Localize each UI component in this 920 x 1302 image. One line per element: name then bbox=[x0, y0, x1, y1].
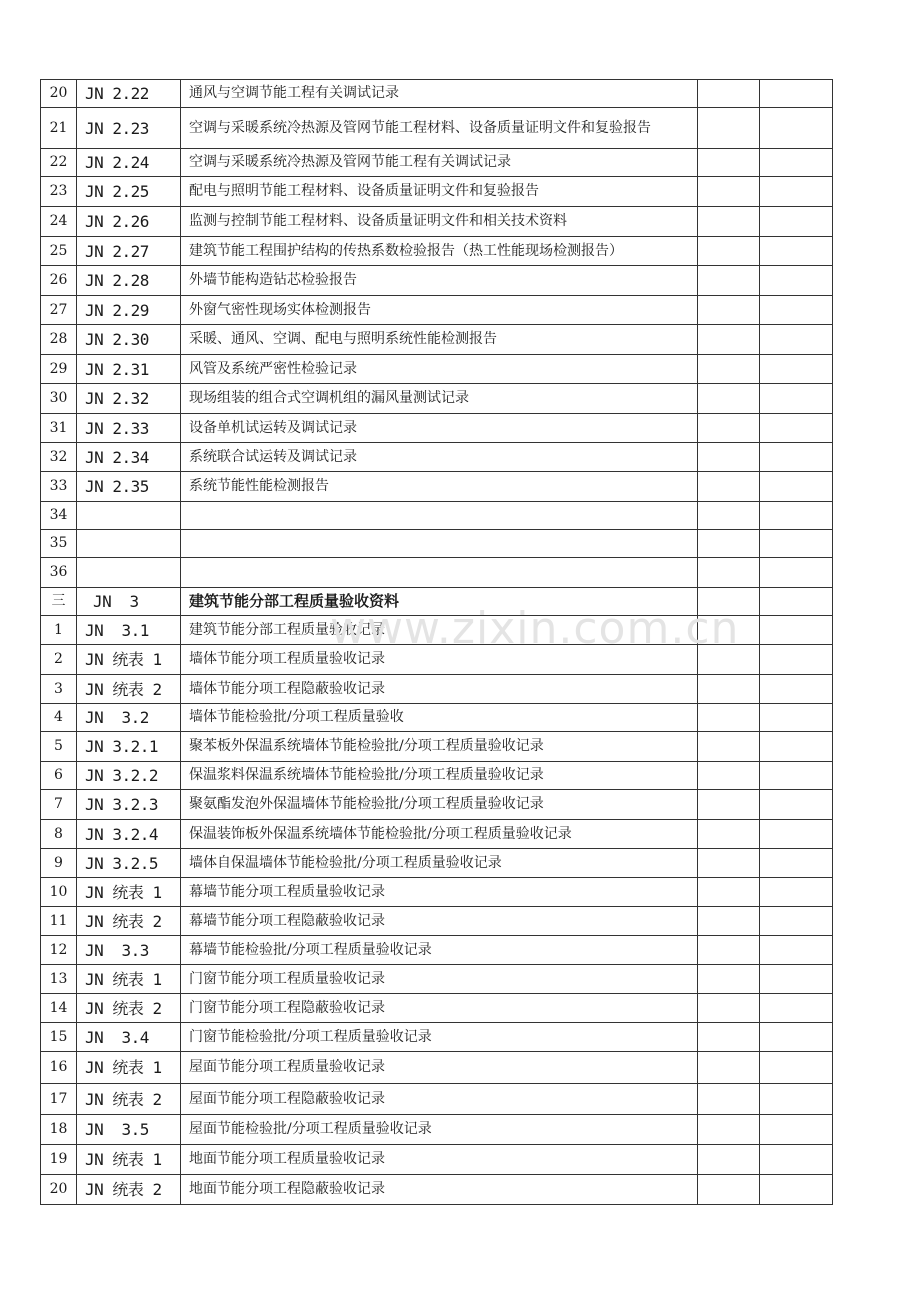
table-row bbox=[41, 1023, 833, 1052]
form-code: JN 2.28 bbox=[77, 266, 181, 296]
table-row bbox=[41, 149, 833, 177]
blank-cell bbox=[760, 207, 833, 237]
document-title: 外墙节能构造钻芯检验报告 bbox=[181, 266, 698, 296]
table-row bbox=[41, 1175, 833, 1205]
section-row bbox=[41, 588, 833, 616]
row-number: 5 bbox=[41, 732, 77, 762]
row-number: 11 bbox=[41, 907, 77, 936]
table-row bbox=[41, 266, 833, 296]
blank-cell bbox=[760, 1023, 833, 1052]
blank-cell bbox=[760, 325, 833, 355]
document-title: 墙体自保温墙体节能检验批/分项工程质量验收记录 bbox=[181, 849, 698, 878]
table-row bbox=[41, 790, 833, 820]
document-title: 墙体节能分项工程隐蔽验收记录 bbox=[181, 675, 698, 704]
table-row bbox=[41, 108, 833, 149]
blank-cell bbox=[760, 558, 833, 588]
document-title: 系统节能性能检测报告 bbox=[181, 472, 698, 502]
form-code: JN 3.2 bbox=[77, 704, 181, 732]
table-row bbox=[41, 645, 833, 675]
form-code: JN 3.2.3 bbox=[77, 790, 181, 820]
form-code: JN 3.2.1 bbox=[77, 732, 181, 762]
table-row bbox=[41, 1115, 833, 1145]
blank-cell bbox=[760, 732, 833, 762]
blank-cell bbox=[760, 296, 833, 325]
blank-cell bbox=[760, 530, 833, 558]
form-code: JN 统表 1 bbox=[77, 1052, 181, 1084]
blank-cell bbox=[698, 820, 760, 849]
blank-cell bbox=[698, 878, 760, 907]
row-number: 12 bbox=[41, 936, 77, 965]
row-number: 10 bbox=[41, 878, 77, 907]
document-title: 保温装饰板外保温系统墙体节能检验批/分项工程质量验收记录 bbox=[181, 820, 698, 849]
blank-cell bbox=[760, 588, 833, 616]
row-number: 32 bbox=[41, 443, 77, 472]
blank-cell bbox=[760, 1115, 833, 1145]
table-row bbox=[41, 704, 833, 732]
form-code: JN 统表 2 bbox=[77, 994, 181, 1023]
blank-cell bbox=[698, 645, 760, 675]
row-number: 31 bbox=[41, 414, 77, 443]
blank-cell bbox=[698, 177, 760, 207]
document-title bbox=[181, 530, 698, 558]
blank-cell bbox=[698, 936, 760, 965]
row-number: 22 bbox=[41, 149, 77, 177]
row-number: 13 bbox=[41, 965, 77, 994]
blank-cell bbox=[760, 1052, 833, 1084]
blank-cell bbox=[698, 384, 760, 414]
blank-cell bbox=[698, 207, 760, 237]
form-code: JN 3.1 bbox=[77, 616, 181, 645]
blank-cell bbox=[698, 588, 760, 616]
blank-cell bbox=[760, 994, 833, 1023]
document-title: 聚氨酯发泡外保温墙体节能检验批/分项工程质量验收记录 bbox=[181, 790, 698, 820]
blank-cell bbox=[698, 762, 760, 790]
table-row bbox=[41, 675, 833, 704]
blank-cell bbox=[760, 1084, 833, 1115]
row-number: 30 bbox=[41, 384, 77, 414]
document-title: 门窗节能分项工程隐蔽验收记录 bbox=[181, 994, 698, 1023]
blank-cell bbox=[760, 384, 833, 414]
blank-cell bbox=[698, 849, 760, 878]
row-number: 16 bbox=[41, 1052, 77, 1084]
table-row bbox=[41, 80, 833, 108]
blank-cell bbox=[760, 472, 833, 502]
row-number: 28 bbox=[41, 325, 77, 355]
form-code: JN 统表 1 bbox=[77, 1145, 181, 1175]
watermark: www.zixin.com.cn bbox=[330, 603, 740, 654]
document-table bbox=[40, 79, 833, 1205]
form-code: JN 2.27 bbox=[77, 237, 181, 266]
row-number: 24 bbox=[41, 207, 77, 237]
row-number: 20 bbox=[41, 1175, 77, 1205]
blank-cell bbox=[698, 530, 760, 558]
blank-cell bbox=[698, 907, 760, 936]
blank-cell bbox=[760, 502, 833, 530]
table-row bbox=[41, 1145, 833, 1175]
blank-cell bbox=[698, 108, 760, 149]
blank-cell bbox=[698, 80, 760, 108]
form-code: JN 2.23 bbox=[77, 108, 181, 149]
form-code: JN 统表 2 bbox=[77, 907, 181, 936]
form-code: JN 2.29 bbox=[77, 296, 181, 325]
form-code: JN 统表 2 bbox=[77, 1175, 181, 1205]
form-code: JN 统表 2 bbox=[77, 675, 181, 704]
row-number: 18 bbox=[41, 1115, 77, 1145]
row-number: 3 bbox=[41, 675, 77, 704]
table-row bbox=[41, 207, 833, 237]
form-code: JN 3.2.2 bbox=[77, 762, 181, 790]
document-title bbox=[181, 558, 698, 588]
form-code: JN 2.22 bbox=[77, 80, 181, 108]
document-title: 墙体节能分项工程质量验收记录 bbox=[181, 645, 698, 675]
blank-cell bbox=[760, 907, 833, 936]
blank-cell bbox=[698, 994, 760, 1023]
document-title: 采暖、通风、空调、配电与照明系统性能检测报告 bbox=[181, 325, 698, 355]
blank-cell bbox=[698, 1175, 760, 1205]
table-row bbox=[41, 820, 833, 849]
blank-cell bbox=[760, 762, 833, 790]
table-row bbox=[41, 732, 833, 762]
blank-cell bbox=[698, 325, 760, 355]
table-row bbox=[41, 878, 833, 907]
blank-cell bbox=[760, 878, 833, 907]
row-number: 27 bbox=[41, 296, 77, 325]
blank-cell bbox=[698, 443, 760, 472]
form-code: JN 统表 1 bbox=[77, 965, 181, 994]
row-number: 34 bbox=[41, 502, 77, 530]
document-title: 幕墙节能分项工程隐蔽验收记录 bbox=[181, 907, 698, 936]
document-title: 建筑节能分部工程质量验收资料 bbox=[181, 588, 698, 616]
form-code: JN 统表 2 bbox=[77, 1084, 181, 1115]
blank-cell bbox=[698, 732, 760, 762]
row-number: 29 bbox=[41, 355, 77, 384]
document-title: 建筑节能分部工程质量验收记录 bbox=[181, 616, 698, 645]
form-code: JN 统表 1 bbox=[77, 645, 181, 675]
table-row bbox=[41, 177, 833, 207]
document-title: 屋面节能分项工程质量验收记录 bbox=[181, 1052, 698, 1084]
blank-cell bbox=[760, 149, 833, 177]
table-row bbox=[41, 849, 833, 878]
row-number: 14 bbox=[41, 994, 77, 1023]
document-title: 聚苯板外保温系统墙体节能检验批/分项工程质量验收记录 bbox=[181, 732, 698, 762]
blank-cell bbox=[698, 237, 760, 266]
blank-cell bbox=[760, 177, 833, 207]
document-title: 门窗节能检验批/分项工程质量验收记录 bbox=[181, 1023, 698, 1052]
form-code: JN 3 bbox=[77, 588, 181, 616]
table-row bbox=[41, 936, 833, 965]
document-title: 空调与采暖系统冷热源及管网节能工程有关调试记录 bbox=[181, 149, 698, 177]
row-number: 4 bbox=[41, 704, 77, 732]
blank-cell bbox=[760, 414, 833, 443]
table-row bbox=[41, 762, 833, 790]
table-row bbox=[41, 384, 833, 414]
blank-cell bbox=[760, 645, 833, 675]
blank-cell bbox=[760, 237, 833, 266]
form-code: JN 3.4 bbox=[77, 1023, 181, 1052]
document-title: 系统联合试运转及调试记录 bbox=[181, 443, 698, 472]
table-row bbox=[41, 1084, 833, 1115]
table-row bbox=[41, 296, 833, 325]
form-code: JN 2.31 bbox=[77, 355, 181, 384]
form-code bbox=[77, 502, 181, 530]
row-number: 25 bbox=[41, 237, 77, 266]
form-code: JN 3.3 bbox=[77, 936, 181, 965]
form-code: JN 3.5 bbox=[77, 1115, 181, 1145]
table-row bbox=[41, 907, 833, 936]
blank-cell bbox=[698, 675, 760, 704]
row-number: 36 bbox=[41, 558, 77, 588]
document-title: 墙体节能检验批/分项工程质量验收 bbox=[181, 704, 698, 732]
blank-cell bbox=[760, 790, 833, 820]
form-code: JN 2.26 bbox=[77, 207, 181, 237]
document-title: 屋面节能检验批/分项工程质量验收记录 bbox=[181, 1115, 698, 1145]
form-code: JN 统表 1 bbox=[77, 878, 181, 907]
blank-cell bbox=[760, 80, 833, 108]
blank-cell bbox=[760, 266, 833, 296]
row-number: 20 bbox=[41, 80, 77, 108]
blank-cell bbox=[698, 472, 760, 502]
blank-cell bbox=[760, 443, 833, 472]
blank-cell bbox=[698, 266, 760, 296]
blank-cell bbox=[698, 502, 760, 530]
row-number: 17 bbox=[41, 1084, 77, 1115]
blank-cell bbox=[760, 965, 833, 994]
document-title: 配电与照明节能工程材料、设备质量证明文件和复验报告 bbox=[181, 177, 698, 207]
blank-cell bbox=[760, 1145, 833, 1175]
blank-cell bbox=[760, 616, 833, 645]
blank-cell bbox=[760, 675, 833, 704]
table-row bbox=[41, 616, 833, 645]
table-row bbox=[41, 965, 833, 994]
form-code bbox=[77, 530, 181, 558]
document-title: 屋面节能分项工程隐蔽验收记录 bbox=[181, 1084, 698, 1115]
blank-cell bbox=[698, 704, 760, 732]
form-code: JN 2.34 bbox=[77, 443, 181, 472]
blank-cell bbox=[760, 1175, 833, 1205]
blank-cell bbox=[760, 108, 833, 149]
blank-cell bbox=[760, 704, 833, 732]
table-row bbox=[41, 1052, 833, 1084]
table-row bbox=[41, 443, 833, 472]
blank-cell bbox=[760, 820, 833, 849]
row-number: 21 bbox=[41, 108, 77, 149]
row-number: 8 bbox=[41, 820, 77, 849]
table-row bbox=[41, 994, 833, 1023]
row-number: 1 bbox=[41, 616, 77, 645]
row-number: 6 bbox=[41, 762, 77, 790]
blank-cell bbox=[698, 296, 760, 325]
row-number: 26 bbox=[41, 266, 77, 296]
blank-cell bbox=[698, 1145, 760, 1175]
table-row bbox=[41, 414, 833, 443]
blank-cell bbox=[760, 355, 833, 384]
table-row bbox=[41, 558, 833, 588]
document-title: 外窗气密性现场实体检测报告 bbox=[181, 296, 698, 325]
row-number: 9 bbox=[41, 849, 77, 878]
document-title: 地面节能分项工程隐蔽验收记录 bbox=[181, 1175, 698, 1205]
blank-cell bbox=[698, 790, 760, 820]
document-title: 通风与空调节能工程有关调试记录 bbox=[181, 80, 698, 108]
form-code: JN 2.33 bbox=[77, 414, 181, 443]
document-title: 现场组装的组合式空调机组的漏风量测试记录 bbox=[181, 384, 698, 414]
row-number: 三 bbox=[41, 588, 77, 616]
document-title: 风管及系统严密性检验记录 bbox=[181, 355, 698, 384]
row-number: 33 bbox=[41, 472, 77, 502]
blank-cell bbox=[698, 965, 760, 994]
row-number: 7 bbox=[41, 790, 77, 820]
form-code: JN 3.2.5 bbox=[77, 849, 181, 878]
form-code: JN 3.2.4 bbox=[77, 820, 181, 849]
document-title bbox=[181, 502, 698, 530]
document-title: 监测与控制节能工程材料、设备质量证明文件和相关技术资料 bbox=[181, 207, 698, 237]
blank-cell bbox=[698, 1084, 760, 1115]
document-title: 建筑节能工程围护结构的传热系数检验报告（热工性能现场检测报告） bbox=[181, 237, 698, 266]
document-title: 空调与采暖系统冷热源及管网节能工程材料、设备质量证明文件和复验报告 bbox=[181, 108, 698, 149]
blank-cell bbox=[698, 616, 760, 645]
row-number: 23 bbox=[41, 177, 77, 207]
row-number: 35 bbox=[41, 530, 77, 558]
form-code: JN 2.24 bbox=[77, 149, 181, 177]
document-title: 设备单机试运转及调试记录 bbox=[181, 414, 698, 443]
table-row bbox=[41, 355, 833, 384]
document-title: 幕墙节能分项工程质量验收记录 bbox=[181, 878, 698, 907]
form-code: JN 2.35 bbox=[77, 472, 181, 502]
row-number: 15 bbox=[41, 1023, 77, 1052]
table-body bbox=[41, 80, 833, 1205]
blank-cell bbox=[698, 1115, 760, 1145]
blank-cell bbox=[760, 849, 833, 878]
table-row bbox=[41, 472, 833, 502]
blank-cell bbox=[698, 1052, 760, 1084]
table-row bbox=[41, 325, 833, 355]
form-code: JN 2.30 bbox=[77, 325, 181, 355]
blank-cell bbox=[698, 558, 760, 588]
document-title: 门窗节能分项工程质量验收记录 bbox=[181, 965, 698, 994]
blank-cell bbox=[698, 355, 760, 384]
table-row bbox=[41, 502, 833, 530]
form-code: JN 2.25 bbox=[77, 177, 181, 207]
row-number: 19 bbox=[41, 1145, 77, 1175]
table-row bbox=[41, 237, 833, 266]
blank-cell bbox=[760, 936, 833, 965]
row-number: 2 bbox=[41, 645, 77, 675]
form-code: JN 2.32 bbox=[77, 384, 181, 414]
table-row bbox=[41, 530, 833, 558]
form-code bbox=[77, 558, 181, 588]
blank-cell bbox=[698, 1023, 760, 1052]
document-title: 幕墙节能检验批/分项工程质量验收记录 bbox=[181, 936, 698, 965]
document-title: 保温浆料保温系统墙体节能检验批/分项工程质量验收记录 bbox=[181, 762, 698, 790]
blank-cell bbox=[698, 149, 760, 177]
document-title: 地面节能分项工程质量验收记录 bbox=[181, 1145, 698, 1175]
blank-cell bbox=[698, 414, 760, 443]
